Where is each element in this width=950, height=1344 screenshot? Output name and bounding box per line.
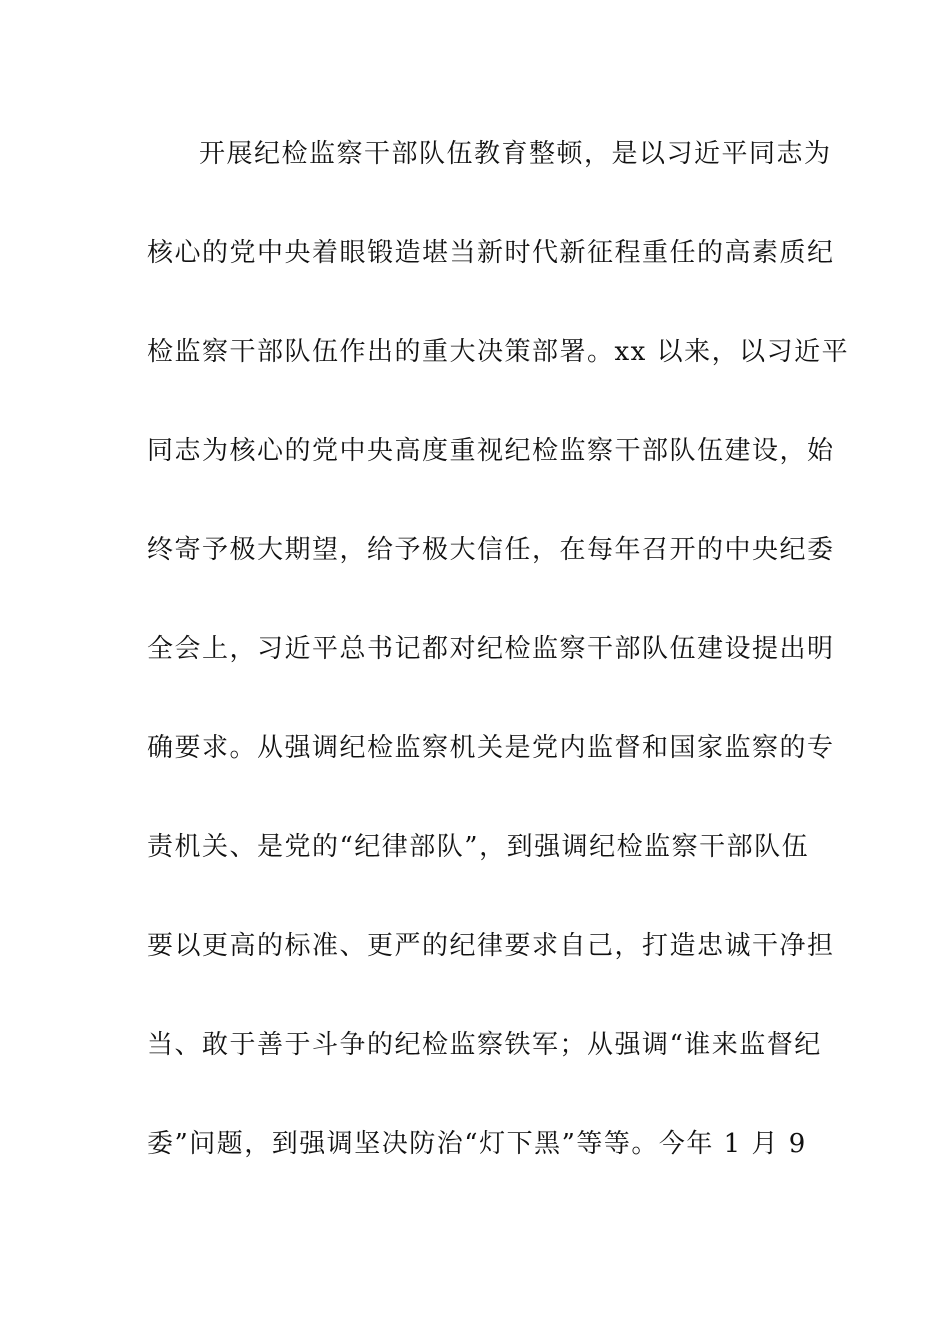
paragraph-line-6: 全会上，习近平总书记都对纪检监察干部队伍建设提出明 [147,634,835,664]
paragraph-line-3: 检监察干部队伍作出的重大决策部署。xx 以来，以习近平 [147,337,850,367]
body-paragraph [147,128,850,1217]
paragraph-line-2: 核心的党中央着眼锻造堪当新时代新征程重任的高素质纪 [147,238,835,268]
paragraph-line-4: 同志为核心的党中央高度重视纪检监察干部队伍建设，始 [147,436,835,466]
paragraph-line-9: 要以更高的标准、更严的纪律要求自己，打造忠诚干净担 [147,931,835,961]
paragraph-line-7: 确要求。从强调纪检监察机关是党内监督和国家监察的专 [147,733,835,763]
paragraph-line-11: 委”问题，到强调坚决防治“灯下黑”等等。今年 1 月 9 [147,1129,807,1159]
paragraph-line-8: 责机关、是党的“纪律部队”，到强调纪检监察干部队伍 [147,832,810,862]
paragraph-line-10: 当、敢于善于斗争的纪检监察铁军；从强调“谁来监督纪 [147,1030,822,1060]
paragraph-line-1: 开展纪检监察干部队伍教育整顿，是以习近平同志为 [199,139,832,169]
paragraph-line-5: 终寄予极大期望，给予极大信任，在每年召开的中央纪委 [147,535,835,565]
